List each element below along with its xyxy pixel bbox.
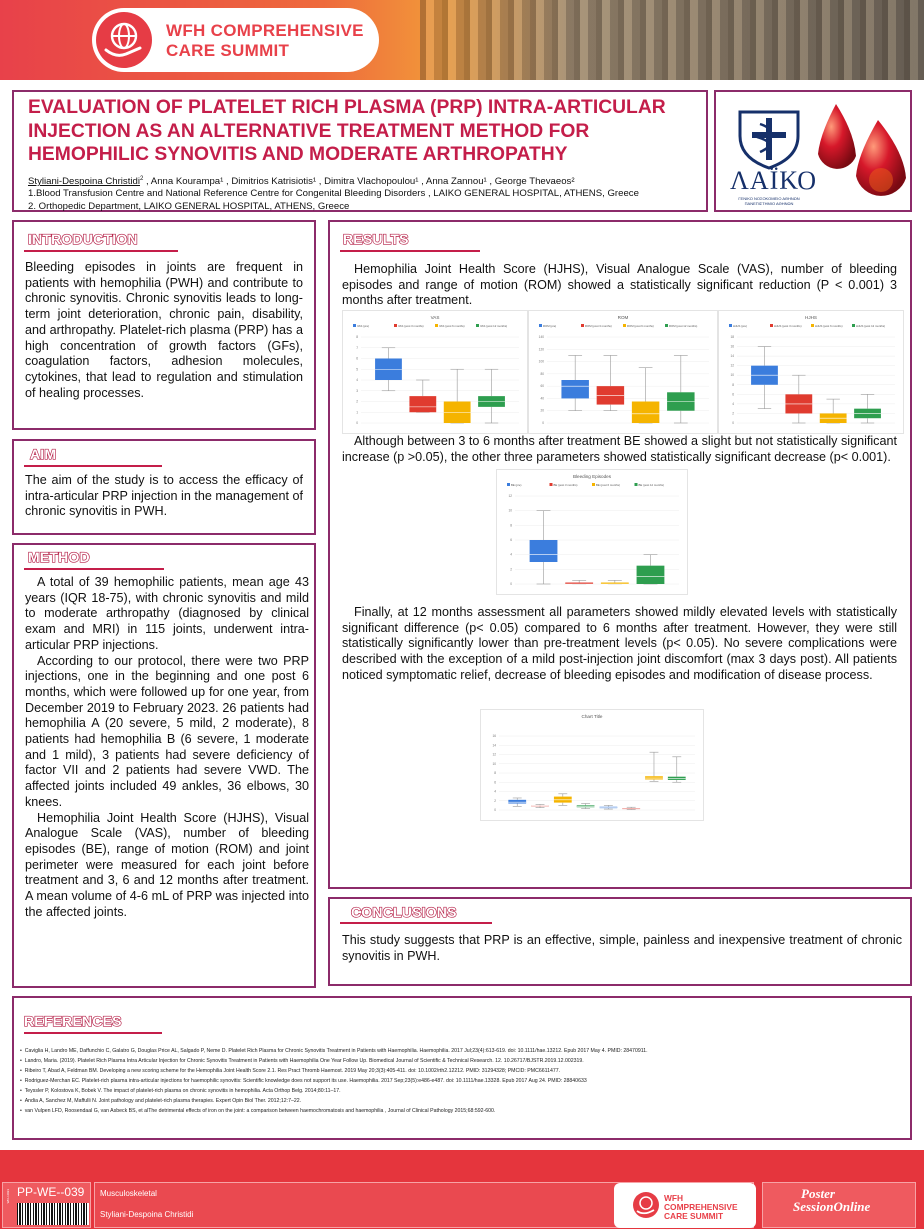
section-heading: INTRODUCTION xyxy=(28,231,138,247)
wfh-footer-logo xyxy=(614,1183,756,1228)
legend-label: HJHS (post 12 months) xyxy=(856,324,886,328)
legend-swatch xyxy=(665,324,668,327)
tick-label: 0 xyxy=(732,421,734,425)
presenter: Styliani-Despoina Christidi xyxy=(100,1210,194,1219)
tick-label: 14 xyxy=(730,354,734,359)
heading-underline xyxy=(340,250,480,252)
tick-label: 10 xyxy=(492,761,496,766)
globe-hand-icon xyxy=(632,1191,660,1219)
tick-label: 16 xyxy=(730,344,734,349)
results-paragraph: Finally, at 12 months assessment all parameters showed mildly elevated levels with statistically significant difference (p< 0.05) compared to 6 months after treatment. However, they were still statistically significantly lower than pre-treatment levels (p< 0.05). No severe complications were described with the exception of a mild post-injection joint discomfort (max 3 days post). All patients noticed symptomatic relief, decrease of bleeding episodes and modification of disease process. xyxy=(342,605,897,682)
chart-title: VAS xyxy=(430,315,440,320)
poster-id-box xyxy=(2,1182,91,1228)
rom-boxplot xyxy=(528,310,718,434)
title-panel xyxy=(12,90,708,212)
brand-line2: CARE SUMMIT xyxy=(166,41,290,60)
tick-label: 8 xyxy=(510,523,512,528)
legend-swatch xyxy=(623,324,626,327)
legend-label: BE (pre) xyxy=(511,483,522,487)
aim-panel xyxy=(12,439,316,535)
tick-label: 10 xyxy=(508,508,512,513)
footer-band xyxy=(0,1150,924,1176)
method-text xyxy=(25,575,309,920)
bleeding-episodes-boxplot xyxy=(496,469,688,595)
wfh-footer-line1: WFH COMPREHENSIVE xyxy=(664,1193,738,1212)
side-tag: WFH 2023 xyxy=(6,1189,10,1204)
results-panel xyxy=(328,220,912,889)
tick-label: 12 xyxy=(508,494,512,498)
chart-title: ROM xyxy=(617,315,629,320)
conclusions-text: This study suggests that PRP is an effective, simple, painless and inexpensive treatment of chronic synovitis in PWH. xyxy=(342,933,902,963)
legend-swatch xyxy=(581,324,584,327)
tick-label: 4 xyxy=(494,789,496,794)
legend-label: BE (post 3 months) xyxy=(553,483,578,487)
method-paragraph: Hemophilia Joint Health Score (HJHS), Visual Analogue Scale (VAS), number of bleeding episodes (BE), range of motion (ROM) and joint perimeter were measured for each joint before treatment and 3, 6 and 12 months after treatment. A mean volume of 4-6 mL of PRP was injected into the affected joints. xyxy=(25,810,309,919)
legend-swatch xyxy=(811,324,814,327)
section-heading: METHOD xyxy=(28,549,90,565)
tick-label: 18 xyxy=(730,335,734,339)
legend-swatch xyxy=(435,324,438,327)
tick-label: 0 xyxy=(494,808,496,812)
legend-swatch xyxy=(550,483,553,486)
tick-label: 0 xyxy=(510,582,512,586)
box xyxy=(632,402,659,424)
legend-label: ROM (post 6 months) xyxy=(627,324,654,328)
reference-item: • Andia A, Sanchez M, Maffulli N. Joint pathology and platelet-rich plasma therapies. Expert Opin Biol Ther. 2012;12:7–22. xyxy=(20,1098,302,1104)
legend-label: VAS (post 12 months) xyxy=(480,324,508,328)
box xyxy=(530,540,558,562)
method-paragraph: According to our protocol, there were two PRP injections, one in the beginning and one post 6 months, which were followed up for one year, from December 2019 to February 2023. 26 patients had hemophilia A (20 severe, 5 mild, 2 moderate), 8 patients had hemophilia B (6 severe, 1 moderate and 1 mild), 3 patients had severe deficiency of factor VII and 2 patients had severe VWD. The affected joints included 49 ankles, 36 elbows, 30 knees. xyxy=(25,653,309,809)
hospital-logo-panel xyxy=(714,90,912,212)
tick-label: 3 xyxy=(356,388,358,393)
title-line: INJECTION AS AN ALTERNATIVE TREATMENT METHOD FOR xyxy=(28,120,590,142)
section-heading: CONCLUSIONS xyxy=(351,904,457,920)
legend-swatch xyxy=(635,483,638,486)
tick-label: 40 xyxy=(540,396,544,401)
legend-label: HJHS (pre) xyxy=(733,324,747,328)
hospital-subtitle: ΓΕΝΙΚΟ ΝΟΣΟΚΟΜΕΙΟ ΑΘΗΝΩΝ ΠΑΝΕΠΙΣΤΗΜΙΟ ΑΘΗΝΩΝ xyxy=(738,196,800,206)
tick-label: 6 xyxy=(510,538,512,542)
legend-label: BE (post 12 months) xyxy=(638,483,664,487)
tick-label: 6 xyxy=(356,356,358,361)
legend-label: ROM (pre) xyxy=(543,324,557,328)
category: Musculoskeletal xyxy=(100,1189,157,1198)
heading-underline xyxy=(24,568,164,570)
chart-title: Bleeding Episodes xyxy=(572,474,612,479)
references-list xyxy=(20,1046,900,1116)
heading-underline xyxy=(24,1032,162,1034)
pso-line1: Poster xyxy=(801,1186,835,1201)
legend-swatch xyxy=(729,324,732,327)
summary-boxplot xyxy=(480,709,704,821)
heading-underline xyxy=(24,250,178,252)
legend-label: ROM (post 12 months) xyxy=(669,324,698,328)
legend-label: HJHS (post 3 months) xyxy=(774,324,802,328)
tick-label: 0 xyxy=(542,421,544,425)
globe-hand-icon xyxy=(96,12,152,68)
legend-swatch xyxy=(592,483,595,486)
tick-label: 7 xyxy=(356,345,358,350)
hjhs-boxplot xyxy=(718,310,904,434)
introduction-panel xyxy=(12,220,316,430)
tick-label: 8 xyxy=(494,771,496,775)
tick-label: 16 xyxy=(492,734,496,738)
introduction-text: Bleeding episodes in joints are frequent in patients with hemophilia (PWH) and contribute to chronic synovitis. Chronic synovitis leads to long-term joint deterioration, chronic pain, disability, and arthropathy. Platelet-rich plasma (PRP) has a high concentration of growth factors (GFs), coagulation factors, adhesion molecules, cytokines, that lead to regulation and stimulation of healing processes. xyxy=(25,260,303,400)
vas-boxplot xyxy=(342,310,528,434)
tick-label: 1 xyxy=(356,410,358,415)
legend-swatch xyxy=(539,324,542,327)
tick-label: 6 xyxy=(494,780,496,785)
legend-label: VAS (post 6 months) xyxy=(439,324,465,328)
conclusions-panel xyxy=(328,897,912,986)
section-heading: REFERENCES xyxy=(24,1013,122,1029)
poster-session-online-logo xyxy=(762,1182,916,1228)
aim-text: The aim of the study is to access the efficacy of intra-articular PRP injection in the management of chronic synovitis in PWH. xyxy=(25,473,303,519)
box xyxy=(637,566,665,584)
reference-item: • Landro, Maria. (2019). Platelet Rich Plasma Intra Articular Injection for Chronic Synovitis Treatment in Patients with Haemophilia One Year Follow Up. Biomedical Journal of Scientific & Technical Research. 12. 10.26717/BJSTR.2019.12.002319. xyxy=(20,1058,584,1064)
title-line: EVALUATION OF PLATELET RICH PLASMA (PRP) INTRA-ARTICULAR xyxy=(28,97,666,118)
tick-label: 12 xyxy=(492,752,496,757)
method-paragraph: A total of 39 hemophilic patients, mean age 43 years (IQR 18-75), with chronic synovitis and mild to moderate arthropathy (diagnosed by clinical exam and MRI) in 115 joints, underwent intra-articular PRP injections. xyxy=(25,575,309,652)
tick-label: 8 xyxy=(732,382,734,387)
tick-label: 100 xyxy=(538,359,544,364)
reference-item: • Teyssler P, Kolostova K, Bobek V. The impact of platelet-rich plasma on chronic synovitis in hemophilia. Acta Orthop Belg. 2014;80:11–17. xyxy=(20,1088,341,1094)
tick-label: 2 xyxy=(732,411,734,416)
legend-swatch xyxy=(353,324,356,327)
tick-label: 20 xyxy=(540,408,544,413)
tick-label: 2 xyxy=(356,399,358,404)
title-line: HEMOPHILIC SYNOVITIS AND MODERATE ARTHROPATHY xyxy=(28,144,568,165)
wfh-footer-line2: CARE SUMMIT xyxy=(664,1211,724,1221)
tick-label: 80 xyxy=(540,371,544,376)
hospital-name: ΛΑΪΚΟ xyxy=(730,166,818,195)
chart-title: Chart Title xyxy=(581,714,603,719)
pso-line2: SessionOnline xyxy=(793,1199,871,1214)
tick-label: 10 xyxy=(730,373,734,378)
section-heading: RESULTS xyxy=(343,231,409,247)
tick-label: 140 xyxy=(538,335,544,339)
tick-label: 14 xyxy=(492,743,496,748)
legend-swatch xyxy=(394,324,397,327)
first-author: Styliani-Despoina Christidi xyxy=(28,176,140,188)
tick-label: 6 xyxy=(732,392,734,397)
box xyxy=(561,380,588,398)
legend-label: BE (post 6 months) xyxy=(596,483,620,487)
legend-swatch xyxy=(507,483,510,486)
tick-label: 2 xyxy=(494,798,496,803)
legend-swatch xyxy=(476,324,479,327)
box xyxy=(409,396,436,412)
author-line xyxy=(28,173,639,188)
brand-line1: WFH COMPREHENSIVE xyxy=(166,21,364,40)
legend-label: VAS (post 3 months) xyxy=(398,324,424,328)
authors-block xyxy=(28,173,639,213)
poster-id: PP-WE--039 xyxy=(17,1185,85,1199)
box xyxy=(508,800,526,804)
tick-label: 60 xyxy=(540,384,544,389)
reference-item: • van Vulpen LFD, Roosendaal G, van Asbeck BS, et alThe detrimental effects of iron on the joint: a comparison between haemochromatosis and haemophilia , Journal of Clinical Pathology 2015;68:592-600. xyxy=(20,1108,496,1114)
poster-title xyxy=(28,96,708,167)
method-panel xyxy=(12,543,316,988)
section-heading: AIM xyxy=(30,446,57,462)
reference-item: • Ribeiro T, Abad A, Feldman BM. Developing a new scoring scheme for the Hemophilia Joint Health Score 2.1. Res Pract Thromb Haemost. 2019 May 20;3(3):405-411. doi: 10.1002/rth2.12212. PMID: 31294328; PMCID: PMC6611477. xyxy=(20,1068,561,1074)
tick-label: 4 xyxy=(356,378,358,382)
legend-label: VAS (pre) xyxy=(357,324,370,328)
wfh-footer-text xyxy=(664,1194,756,1221)
heading-underline xyxy=(340,922,492,924)
results-paragraph: Hemophilia Joint Health Score (HJHS), Visual Analogue Scale (VAS), number of bleeding episodes and range of motion (ROM) showed a statistically significant reduction (P < 0.001) 3 months after treatment. xyxy=(342,262,897,308)
tick-label: 12 xyxy=(730,363,734,368)
laiko-shield-icon xyxy=(734,106,804,170)
blood-drops-icon xyxy=(812,100,910,208)
author-sup: 2 xyxy=(139,176,144,182)
tick-label: 4 xyxy=(732,401,734,406)
tick-label: 0 xyxy=(356,421,358,425)
legend-label: ROM (post 3 months) xyxy=(585,324,612,328)
legend-label: HJHS (post 6 months) xyxy=(815,324,843,328)
reference-item: • Caviglia H, Landro ME, Daffunchio C, Galatro G, Douglas Price AL, Salgado P, Neme D. Platelet Rich Plasma for Chronic Synovitis Treatment in Patients with Haemophilia. Haemophilia. 2017 Jul;23(4):613-619. doi: 10.1111/hae.13212. Epub 2017 May 4. PMID: 28470911. xyxy=(20,1048,648,1054)
tick-label: 5 xyxy=(356,367,358,372)
results-paragraph: Although between 3 to 6 months after treatment BE showed a slight but not statistically significant increase (p >0.05), the other three parameters showed statistically significant decrease (p< 0.001). xyxy=(342,434,897,464)
tick-label: 4 xyxy=(510,552,512,557)
other-authors: , Anna Kourampa¹ , Dimitrios Katrisiotis¹ , Dimitra Vlachopoulou¹ , Anna Zannou¹ , George Thevaeos² xyxy=(143,176,575,188)
legend-swatch xyxy=(770,324,773,327)
affiliation: 2. Orthopedic Department, LAIKO GENERAL HOSPITAL, ATHENS, Greece xyxy=(28,200,350,212)
chart-title: HJHS xyxy=(805,315,817,320)
tick-label: 120 xyxy=(538,347,544,352)
affiliation: 1.Blood Transfusion Centre and National Reference Centre for Congenital Bleeding Disorders , LAIKO GENERAL HOSPITAL, ATHENS, Greece xyxy=(28,188,639,200)
tick-label: 2 xyxy=(510,567,512,572)
wfh-logo-text xyxy=(166,21,364,61)
reference-item: • Rodriguez-Merchan EC. Platelet-rich plasma intra-articular injections for haemophilic synovitis: Scientific knowledge does not support its use. Haemophilia. 2017 Sep;23(5):e486-e487. doi: 10.1111/hae.13328. Epub 2017 Aug 24. PMID: 28840633 xyxy=(20,1078,587,1084)
legend-swatch xyxy=(852,324,855,327)
barcode xyxy=(17,1203,89,1225)
tick-label: 8 xyxy=(356,335,358,339)
heading-underline xyxy=(24,465,162,467)
